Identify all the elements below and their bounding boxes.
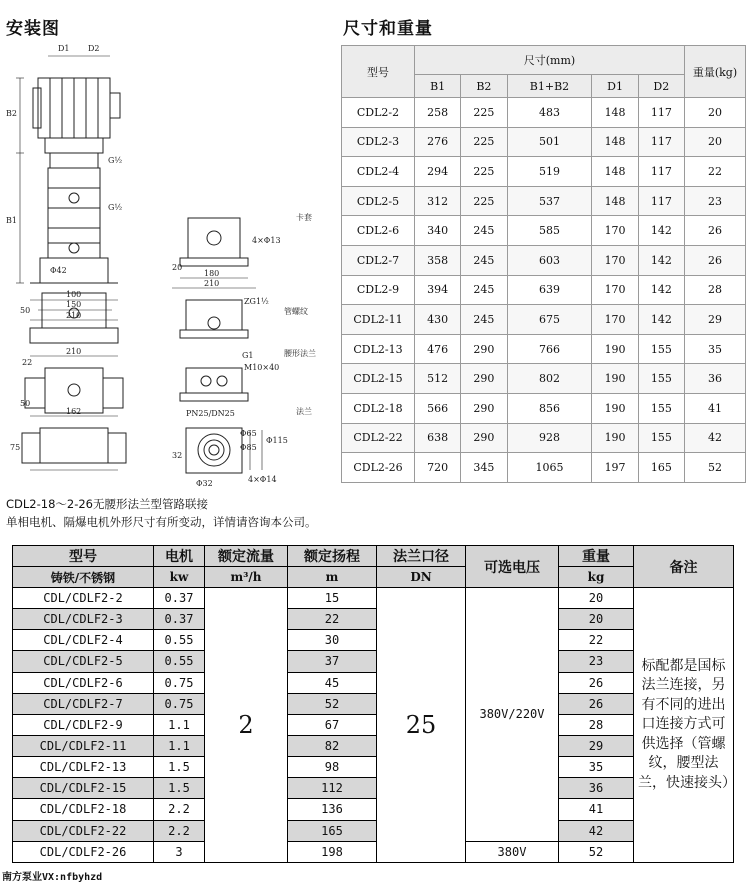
lbl-d50a: 50 [20, 306, 31, 315]
spec-row [13, 735, 734, 756]
lbl-d210c: 210 [204, 279, 220, 288]
flange-view-2 [186, 300, 242, 330]
dim-cell: 142 [638, 305, 684, 335]
dim-cell: 26 [685, 216, 746, 246]
spec-cell-kw: 0.37 [154, 609, 205, 630]
dim-cell: 290 [461, 364, 507, 394]
dim-cell: 638 [415, 423, 461, 453]
lbl-phi115: Φ115 [266, 436, 288, 445]
lbl-wei-zhuang: 卡套 [296, 213, 312, 222]
spec-row [13, 693, 734, 714]
spec-cell-kw: 3 [154, 841, 205, 862]
dim-cell: 155 [638, 393, 684, 423]
spec-cell-model: CDL/CDLF2-7 [13, 693, 154, 714]
dim-cell: 501 [507, 127, 592, 157]
lbl-pn: PN25/DN25 [186, 409, 235, 418]
dim-cell: CDL2-26 [342, 453, 415, 483]
dim-row [342, 157, 746, 187]
spec-cell-head: 98 [288, 757, 377, 778]
dim-cell: 394 [415, 275, 461, 305]
spec-cell-model: CDL/CDLF2-13 [13, 757, 154, 778]
dim-table-body [342, 98, 746, 483]
dim-cell: 312 [415, 186, 461, 216]
spec-table-body [13, 588, 734, 863]
dim-cell: 519 [507, 157, 592, 187]
spec-row [13, 630, 734, 651]
spec-cell-kw: 2.2 [154, 820, 205, 841]
dim-row [342, 364, 746, 394]
spec-cell-kw: 0.55 [154, 651, 205, 672]
lbl-phi42: Φ42 [50, 266, 67, 275]
dim-row [342, 98, 746, 128]
dim-cell: 117 [638, 157, 684, 187]
spec-row [13, 672, 734, 693]
dim-cell: 165 [638, 453, 684, 483]
lbl-b2: B2 [6, 109, 17, 118]
spec-cell-head: 136 [288, 799, 377, 820]
spec-cell-model: CDL/CDLF2-11 [13, 735, 154, 756]
dim-cell: 155 [638, 334, 684, 364]
drawing-canvas [0, 38, 340, 493]
dim-cell: CDL2-13 [342, 334, 415, 364]
dim-cell: CDL2-5 [342, 186, 415, 216]
spec-cell-kw: 1.5 [154, 778, 205, 799]
dim-cell: 1065 [507, 453, 592, 483]
dim-cell: 36 [685, 364, 746, 394]
spec-row [13, 820, 734, 841]
spec-header-port: 法兰口径 [377, 546, 466, 567]
dim-cell: 170 [592, 275, 638, 305]
dim-cell: CDL2-4 [342, 157, 415, 187]
flange-view-3 [186, 368, 242, 393]
spec-sub-model: 铸铁/不锈钢 [13, 567, 154, 588]
dim-cell: 20 [685, 98, 746, 128]
lbl-d162: 162 [66, 407, 82, 416]
note-line-2: 单相电机、隔爆电机外形尺寸有所变动，详情请咨询本公司。 [6, 515, 317, 529]
footer-watermark: 南方泵业VX:nfbyhzd [2, 872, 103, 883]
dim-cell: 276 [415, 127, 461, 157]
dim-cell: 675 [507, 305, 592, 335]
lbl-d32: 32 [172, 451, 183, 460]
dim-row [342, 245, 746, 275]
dim-cell: 245 [461, 275, 507, 305]
dim-col-b1: B1 [415, 75, 461, 98]
spec-cell-head: 67 [288, 714, 377, 735]
spec-cell-kw: 0.75 [154, 693, 205, 714]
spec-row [13, 778, 734, 799]
dim-col-b2: B2 [461, 75, 507, 98]
dim-cell: 537 [507, 186, 592, 216]
dim-cell: 928 [507, 423, 592, 453]
spec-cell-weight: 22 [559, 630, 634, 651]
spec-cell-head: 165 [288, 820, 377, 841]
dim-cell: 20 [685, 127, 746, 157]
dim-cell: 639 [507, 275, 592, 305]
lbl-d150: 150 [66, 300, 82, 309]
lbl-fa-lan: 法兰 [296, 407, 312, 416]
dim-cell: 290 [461, 334, 507, 364]
dim-cell: 856 [507, 393, 592, 423]
spec-cell-head: 37 [288, 651, 377, 672]
spec-row [13, 714, 734, 735]
flange-view-1 [188, 218, 240, 258]
dim-row [342, 305, 746, 335]
dim-cell: CDL2-7 [342, 245, 415, 275]
dim-cell: 22 [685, 157, 746, 187]
dim-col-d1: D1 [592, 75, 638, 98]
dim-cell: 142 [638, 275, 684, 305]
dim-cell: 225 [461, 186, 507, 216]
lbl-hole-4-14: 4×Φ14 [248, 475, 277, 484]
spec-cell-kw: 1.1 [154, 714, 205, 735]
lbl-phi85: Φ85 [240, 443, 257, 452]
spec-cell-model: CDL/CDLF2-9 [13, 714, 154, 735]
dim-header-weight: 重量(kg) [685, 46, 746, 98]
lbl-d75: 75 [10, 443, 21, 452]
dim-cell: 345 [461, 453, 507, 483]
lbl-g1: G1 [242, 351, 254, 360]
spec-cell-head: 22 [288, 609, 377, 630]
spec-sub-flow: m³/h [205, 567, 288, 588]
lbl-d180: 180 [204, 269, 220, 278]
dim-row [342, 423, 746, 453]
spec-sub-motor: kw [154, 567, 205, 588]
dim-cell: 258 [415, 98, 461, 128]
dim-cell: 512 [415, 364, 461, 394]
dim-cell: 190 [592, 393, 638, 423]
dim-cell: 29 [685, 305, 746, 335]
dim-cell: 766 [507, 334, 592, 364]
spec-cell-weight: 28 [559, 714, 634, 735]
spec-row [13, 609, 734, 630]
dim-cell: 117 [638, 127, 684, 157]
spec-cell-kw: 1.5 [154, 757, 205, 778]
spec-cell-weight: 23 [559, 651, 634, 672]
spec-cell-voltage-last: 380V [466, 841, 559, 862]
spec-cell-kw: 0.75 [154, 672, 205, 693]
dim-cell: CDL2-15 [342, 364, 415, 394]
dim-cell: CDL2-2 [342, 98, 415, 128]
lbl-d210: 210 [66, 311, 82, 320]
spec-cell-weight: 36 [559, 778, 634, 799]
spec-cell-head: 45 [288, 672, 377, 693]
dim-cell: 190 [592, 423, 638, 453]
spec-header-head: 额定扬程 [288, 546, 377, 567]
dim-cell: 52 [685, 453, 746, 483]
lbl-zg: ZG1½ [244, 297, 269, 306]
lbl-d1: D1 [58, 44, 70, 53]
spec-cell-weight: 42 [559, 820, 634, 841]
dim-cell: 225 [461, 127, 507, 157]
note-line-1: CDL2-18～2-26无腰形法兰型管路联接 [6, 497, 208, 511]
dim-cell: 483 [507, 98, 592, 128]
lbl-d100: 100 [66, 290, 82, 299]
dim-row [342, 275, 746, 305]
dim-cell: CDL2-3 [342, 127, 415, 157]
dim-cell: CDL2-11 [342, 305, 415, 335]
spec-cell-model: CDL/CDLF2-4 [13, 630, 154, 651]
spec-cell-kw: 0.55 [154, 630, 205, 651]
spec-cell-model: CDL/CDLF2-15 [13, 778, 154, 799]
spec-sub-head: m [288, 567, 377, 588]
spec-sub-weight: kg [559, 567, 634, 588]
spec-row [13, 757, 734, 778]
lbl-yao-xing: 腰形法兰 [284, 349, 316, 358]
dim-cell: 190 [592, 334, 638, 364]
lbl-d50b: 50 [20, 399, 31, 408]
dim-cell: 142 [638, 216, 684, 246]
dim-cell: 35 [685, 334, 746, 364]
spec-header-voltage: 可选电压 [466, 546, 559, 588]
lbl-d2: D2 [88, 44, 100, 53]
spec-cell-model: CDL/CDLF2-2 [13, 588, 154, 609]
spec-header-weight: 重量 [559, 546, 634, 567]
spec-cell-kw: 0.37 [154, 588, 205, 609]
dim-cell: 23 [685, 186, 746, 216]
spec-cell-head: 52 [288, 693, 377, 714]
dim-cell: 802 [507, 364, 592, 394]
dim-cell: 290 [461, 423, 507, 453]
dim-cell: 26 [685, 245, 746, 275]
dim-cell: 476 [415, 334, 461, 364]
dim-cell: 190 [592, 364, 638, 394]
spec-cell-weight: 20 [559, 609, 634, 630]
spec-cell-weight: 26 [559, 693, 634, 714]
dim-cell: 117 [638, 186, 684, 216]
dim-cell: CDL2-22 [342, 423, 415, 453]
lbl-hole-4-13: 4×Φ13 [252, 236, 281, 245]
dims-title: 尺寸和重量 [343, 19, 433, 39]
spec-cell-kw: 2.2 [154, 799, 205, 820]
spec-cell-head: 112 [288, 778, 377, 799]
spec-row [13, 799, 734, 820]
dim-cell: 170 [592, 245, 638, 275]
lbl-phi65: Φ65 [240, 429, 257, 438]
dim-cell: CDL2-9 [342, 275, 415, 305]
spec-cell-model: CDL/CDLF2-26 [13, 841, 154, 862]
dim-cell: 148 [592, 186, 638, 216]
dim-cell: 245 [461, 245, 507, 275]
dim-cell: 720 [415, 453, 461, 483]
dim-cell: 225 [461, 98, 507, 128]
lbl-g-half-2: G½ [108, 203, 123, 212]
installation-drawings [0, 38, 340, 493]
motor-fan-cover [33, 88, 41, 128]
spec-cell-weight: 41 [559, 799, 634, 820]
dim-row [342, 334, 746, 364]
spec-cell-weight: 35 [559, 757, 634, 778]
spec-cell-weight: 20 [559, 588, 634, 609]
dim-cell: 566 [415, 393, 461, 423]
spec-header-model: 型号 [13, 546, 154, 567]
spec-cell-remark: 标配都是国标法兰连接，另有不同的进出口连接方式可供选择（管螺纹，腰型法兰，快速接头） [634, 588, 734, 863]
dimension-table [341, 45, 746, 483]
dim-row [342, 127, 746, 157]
dim-cell: CDL2-18 [342, 393, 415, 423]
lbl-guan-luo-wen: 管螺纹 [284, 307, 308, 316]
dim-cell: 170 [592, 305, 638, 335]
dim-cell: 41 [685, 393, 746, 423]
spec-cell-model: CDL/CDLF2-6 [13, 672, 154, 693]
spec-row [13, 651, 734, 672]
dim-cell: 155 [638, 364, 684, 394]
dim-cell: 358 [415, 245, 461, 275]
spec-cell-flow: 2 [205, 588, 288, 863]
dim-cell: 155 [638, 423, 684, 453]
spec-cell-model: CDL/CDLF2-18 [13, 799, 154, 820]
spec-cell-port: 25 [377, 588, 466, 863]
spec-row [13, 841, 734, 862]
base-view-3 [40, 428, 108, 463]
spec-cell-head: 15 [288, 588, 377, 609]
dim-cell: 197 [592, 453, 638, 483]
lbl-d210b: 210 [66, 347, 82, 356]
lbl-g-half-1: G½ [108, 156, 123, 165]
spec-row [13, 588, 734, 609]
dim-cell: 42 [685, 423, 746, 453]
dim-cell: 245 [461, 305, 507, 335]
lbl-b1: B1 [6, 216, 17, 225]
dim-cell: 585 [507, 216, 592, 246]
dim-header-size: 尺寸(mm) [415, 46, 685, 75]
spec-cell-head: 198 [288, 841, 377, 862]
dim-cell: 225 [461, 157, 507, 187]
spec-cell-kw: 1.1 [154, 735, 205, 756]
spec-header-motor: 电机 [154, 546, 205, 567]
dim-row [342, 216, 746, 246]
dim-cell: 340 [415, 216, 461, 246]
dim-cell: 148 [592, 157, 638, 187]
spec-header-remark: 备注 [634, 546, 734, 588]
dim-cell: 290 [461, 393, 507, 423]
dim-cell: 430 [415, 305, 461, 335]
dim-cell: 28 [685, 275, 746, 305]
dim-cell: 245 [461, 216, 507, 246]
junction-box [110, 93, 120, 118]
install-title: 安装图 [6, 19, 60, 39]
spec-cell-head: 30 [288, 630, 377, 651]
spec-cell-model: CDL/CDLF2-5 [13, 651, 154, 672]
spec-cell-model: CDL/CDLF2-3 [13, 609, 154, 630]
spec-cell-voltage: 380V/220V [466, 588, 559, 842]
dim-cell: 170 [592, 216, 638, 246]
dim-row [342, 186, 746, 216]
spec-cell-head: 82 [288, 735, 377, 756]
dim-cell: 142 [638, 245, 684, 275]
dim-cell: 294 [415, 157, 461, 187]
spec-cell-model: CDL/CDLF2-22 [13, 820, 154, 841]
dim-cell: 603 [507, 245, 592, 275]
spec-header-flow: 额定流量 [205, 546, 288, 567]
lbl-phi32: Φ32 [196, 479, 213, 488]
dim-cell: CDL2-6 [342, 216, 415, 246]
dim-cell: 148 [592, 127, 638, 157]
dim-col-b1b2: B1+B2 [507, 75, 592, 98]
spec-sub-port: DN [377, 567, 466, 588]
spec-cell-weight: 26 [559, 672, 634, 693]
dim-row [342, 453, 746, 483]
dim-header-model: 型号 [342, 46, 415, 98]
dim-col-d2: D2 [638, 75, 684, 98]
dim-cell: 148 [592, 98, 638, 128]
spec-cell-weight: 52 [559, 841, 634, 862]
spec-cell-weight: 29 [559, 735, 634, 756]
pump-stack [48, 168, 100, 258]
lbl-d20: 20 [172, 263, 183, 272]
dim-row [342, 393, 746, 423]
lbl-d22: 22 [22, 358, 33, 367]
dim-cell: 117 [638, 98, 684, 128]
spec-table [12, 545, 734, 863]
lbl-m10: M10×40 [244, 363, 280, 372]
